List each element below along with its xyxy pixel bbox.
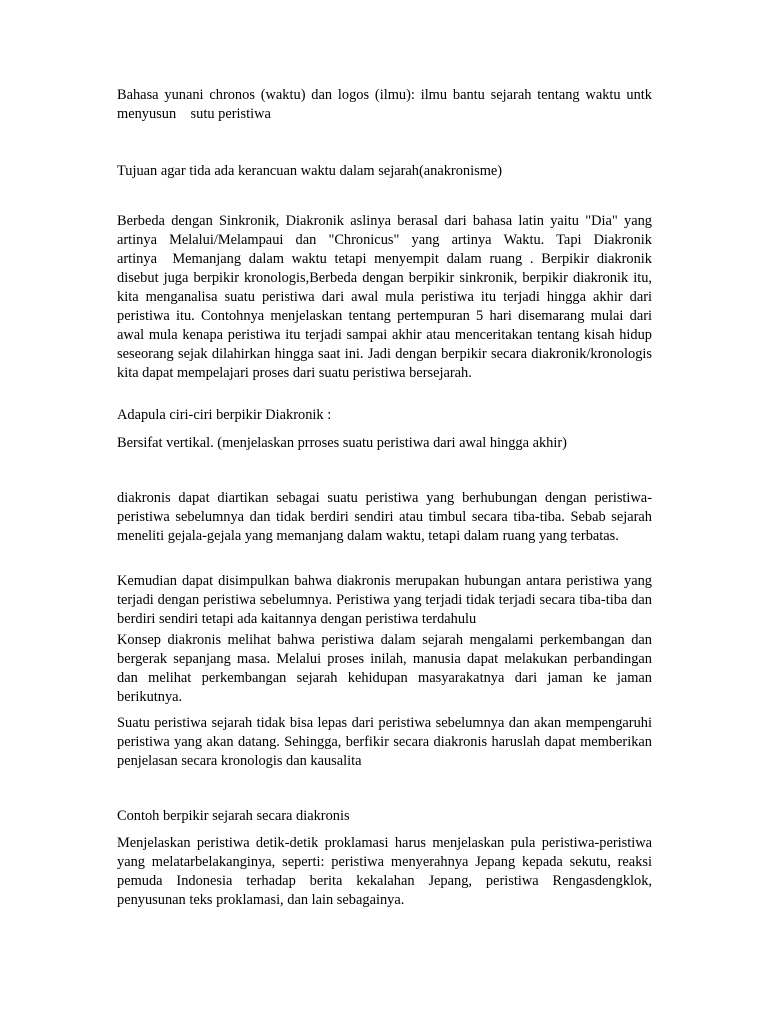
paragraph-diakronik-intro: Berbeda dengan Sinkronik, Diakronik aslinya berasal dari bahasa latin yaitu "Dia" yang artinya Melalui/Melampaui dan "Chronicus" yang artinya Waktu. Tapi Diakronik artinya Memanjang dalam waktu tetapi menyempit dalam ruang . Berpikir diakronik disebut juga berpikir kronologis,Berbeda dengan berpikir sinkronik, berpikir diakronik itu, kita menganalisa suatu peristiwa dari awal mula peristiwa itu terjadi hingga akhir dari peristiwa itu. Contohnya menjelaskan tentang pertempuran 5 hari disemarang mulai dari awal mula kenapa peristiwa itu terjadi sampai akhir atau menceritakan tentang kisah hidup seseorang sejak dilahirkan hingga saat ini. Jadi dengan berpikir secara diakronik/kronologis kita dapat mempelajari proses dari suatu peristiwa bersejarah. [117,213,652,381]
paragraph-causality: Suatu peristiwa sejarah tidak bisa lepas dari peristiwa sebelumnya dan akan mempengaruhi peristiwa yang akan datang. Sehingga, berfikir secara diakronis haruslah dapat memberikan penjelasan secara kronologis dan kausalita [117,715,652,769]
paragraph-purpose: Tujuan agar tida ada kerancuan waktu dalam sejarah(anakronisme) [117,163,503,179]
paragraph-concept: Konsep diakronis melihat bahwa peristiwa dalam sejarah mengalami perkembangan dan bergerak sepanjang masa. Melalui proses inilah, manusia dapat melakukan perbandingan dan melihat perkembangan sejarah kehidupan masyarakatnya dari jaman ke jaman berikutnya. [117,632,652,705]
paragraph-chronology-definition: Bahasa yunani chronos (waktu) dan logos (ilmu): ilmu bantu sejarah tentang waktu untk menyusun sutu peristiwa [117,87,652,122]
paragraph-ciri-heading: Adapula ciri-ciri berpikir Diakronik : [117,407,332,423]
paragraph-example-proklamasi: Menjelaskan peristiwa detik-detik proklamasi harus menjelaskan pula peristiwa-peristiwa yang melatarbelakanginya, seperti: peristiwa menyerahnya Jepang kepada sekutu, reaksi pemuda Indonesia terhadap berita kekalahan Jepang, peristiwa Rengasdengklok, penyusunan teks proklamasi, dan lain sebagainya. [117,835,652,908]
paragraph-vertikal: Bersifat vertikal. (menjelaskan prroses suatu peristiwa dari awal hingga akhir) [117,435,567,451]
paragraph-conclusion: Kemudian dapat disimpulkan bahwa diakronis merupakan hubungan antara peristiwa yang terjadi dengan peristiwa sebelumnya. Peristiwa yang terjadi tidak terjadi secara tiba-tiba dan berdiri sendiri tetapi ada kaitannya dengan peristiwa terdahulu [117,573,652,627]
paragraph-diakronis-meaning: diakronis dapat diartikan sebagai suatu peristiwa yang berhubungan dengan peristiwa-peristiwa sebelumnya dan tidak berdiri sendiri atau timbul secara tiba-tiba. Sebab sejarah meneliti gejala-gejala yang memanjang dalam waktu, tetapi dalam ruang yang terbatas. [117,490,652,544]
paragraph-example-heading: Contoh berpikir sejarah secara diakronis [117,808,350,824]
